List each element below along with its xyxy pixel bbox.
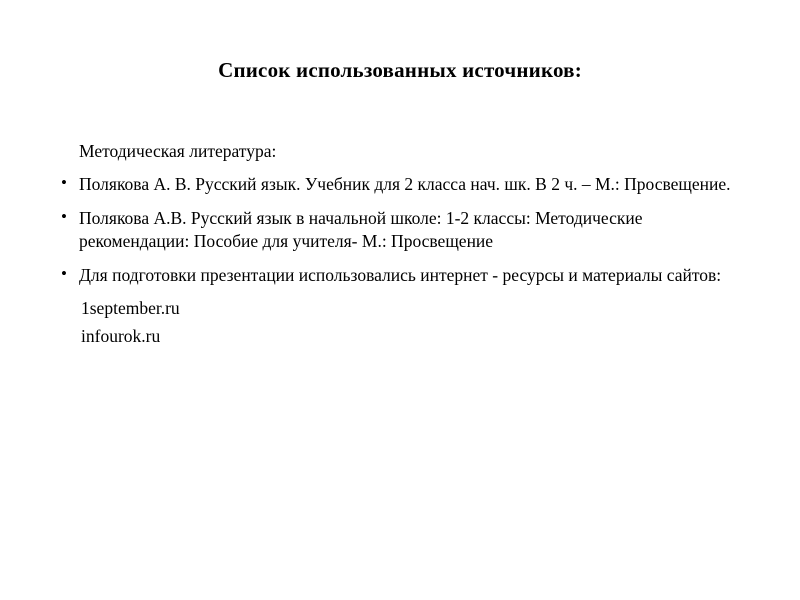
- reference-list: [57, 173, 747, 287]
- site-item: infourok.ru: [81, 325, 161, 346]
- intro-text: Методическая литература:: [79, 141, 277, 161]
- site-list: [57, 297, 747, 348]
- page-title: Список использованных источников:: [218, 58, 582, 82]
- list-item-text: Для подготовки презентации использовались интернет - ресурсы и материалы сайтов:: [79, 264, 722, 285]
- list-item: [57, 264, 747, 287]
- site-item: 1september.ru: [81, 298, 180, 319]
- list-item-text: Полякова А.В. Русский язык в начальной школе: 1-2 классы: Методические рекомендации: Пособие для учителя- М.: Просвещение: [79, 207, 643, 252]
- list-item: [57, 173, 747, 196]
- bullet-icon: •: [61, 173, 67, 193]
- bullet-icon: •: [61, 206, 67, 226]
- bullet-icon: •: [61, 263, 67, 283]
- content-block: [57, 140, 747, 352]
- list-item-text: Полякова А. В. Русский язык. Учебник для 2 класса нач. шк. В 2 ч. – М.: Просвещение.: [79, 174, 731, 195]
- list-item: [57, 207, 747, 254]
